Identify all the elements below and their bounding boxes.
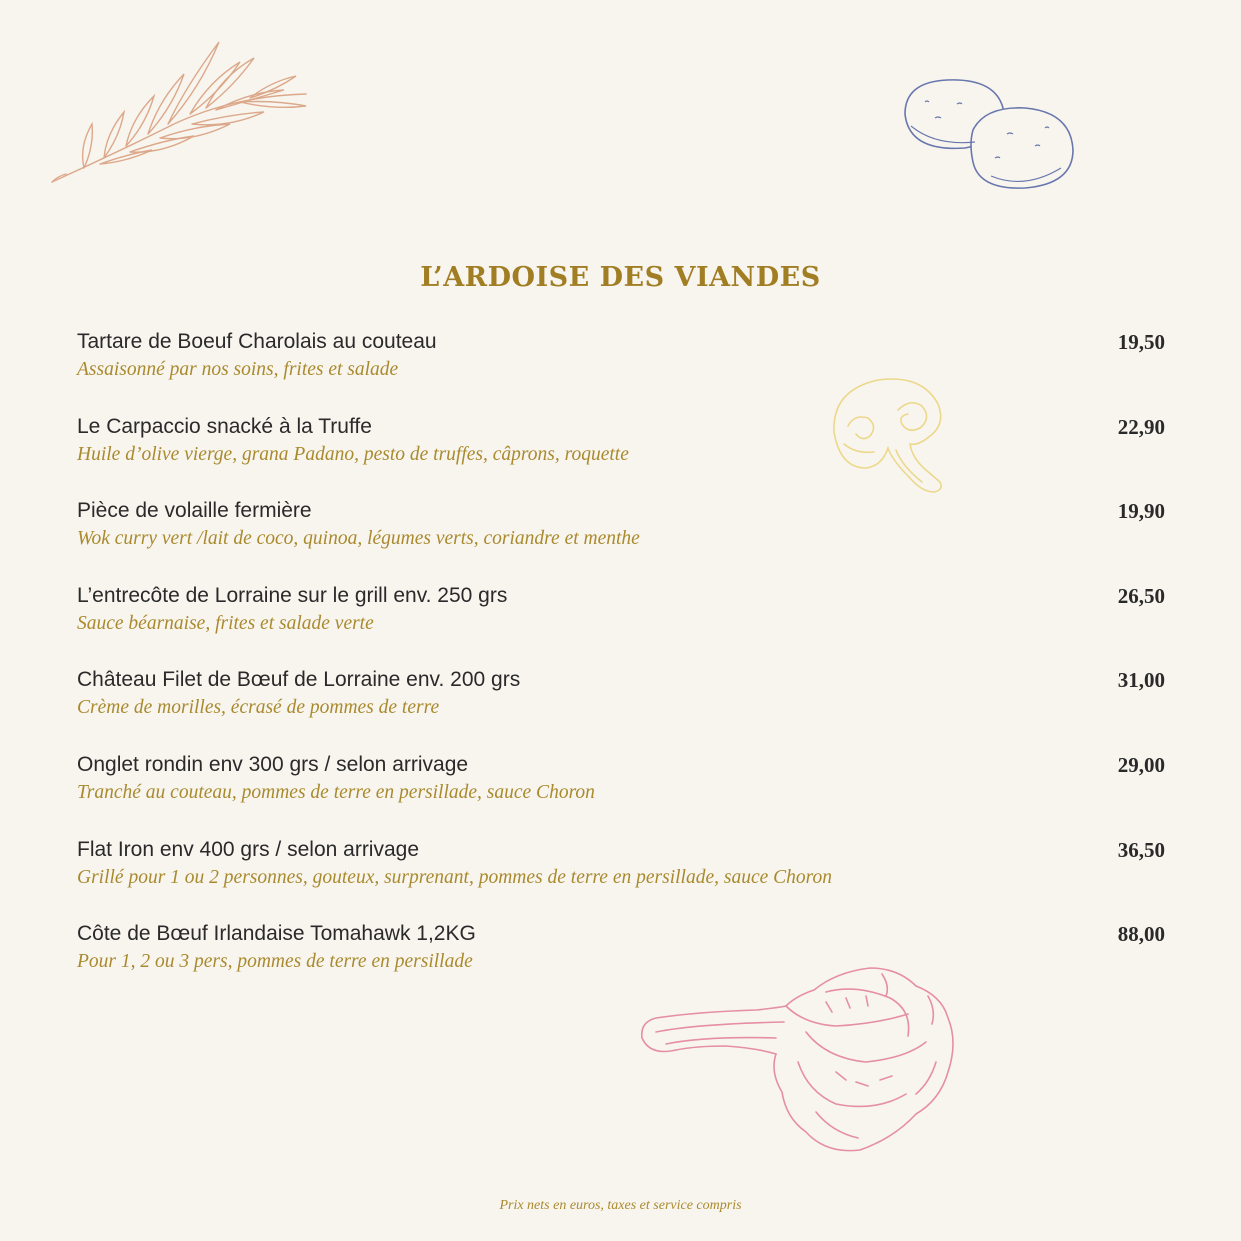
menu-item	[77, 664, 1165, 749]
item-name: L’entrecôte de Lorraine sur le grill env. 250 grs	[77, 583, 508, 607]
menu-item	[77, 326, 1165, 411]
item-name: Pièce de volaille fermière	[77, 499, 312, 523]
item-price: 19,50	[1117, 330, 1165, 354]
rosemary-sprig-icon	[44, 36, 319, 191]
page-title: L’ARDOISE DES VIANDES	[420, 262, 821, 293]
item-description: Pour 1, 2 ou 3 pers, pommes de terre en persillade	[77, 951, 473, 973]
item-description: Huile d’olive vierge, grana Padano, pesto de truffes, câprons, roquette	[77, 443, 629, 465]
menu-item	[77, 411, 1165, 496]
item-price: 22,90	[1117, 414, 1165, 439]
item-description: Crème de morilles, écrasé de pommes de terre	[77, 697, 440, 719]
item-name: Onglet rondin env 300 grs / selon arrivage	[77, 752, 469, 776]
item-price: 31,00	[1117, 668, 1165, 693]
item-price: 36,50	[1117, 837, 1165, 862]
item-description: Sauce béarnaise, frites et salade verte	[77, 612, 374, 634]
menu-item	[77, 580, 1165, 665]
item-price: 19,90	[1117, 499, 1165, 524]
item-price: 26,50	[1117, 583, 1165, 608]
item-name: Côte de Bœuf Irlandaise Tomahawk 1,2KG	[77, 922, 476, 946]
item-name: Le Carpaccio snacké à la Truffe	[77, 414, 372, 438]
price-note: Prix nets en euros, taxes et service compris	[499, 1198, 742, 1213]
item-name: Château Filet de Bœuf de Lorraine env. 200 grs	[77, 668, 521, 692]
potatoes-icon	[895, 72, 1080, 197]
menu-item	[77, 749, 1165, 834]
item-description: Wok curry vert /lait de coco, quinoa, légumes verts, coriandre et menthe	[77, 528, 640, 550]
menu-item	[77, 918, 1165, 1003]
item-description: Assaisonné par nos soins, frites et salade	[77, 359, 399, 380]
item-description: Tranché au couteau, pommes de terre en persillade, sauce Choron	[77, 781, 595, 803]
item-name: Tartare de Boeuf Charolais au couteau	[77, 330, 437, 353]
menu-list	[77, 326, 1165, 1003]
item-name: Flat Iron env 400 grs / selon arrivage	[77, 837, 420, 861]
item-description: Grillé pour 1 ou 2 personnes, gouteux, surprenant, pommes de terre en persillade, sauce Choron	[77, 866, 832, 888]
menu-item	[77, 834, 1165, 919]
menu-item	[77, 495, 1165, 580]
item-price: 88,00	[1117, 922, 1165, 947]
item-price: 29,00	[1117, 752, 1165, 777]
